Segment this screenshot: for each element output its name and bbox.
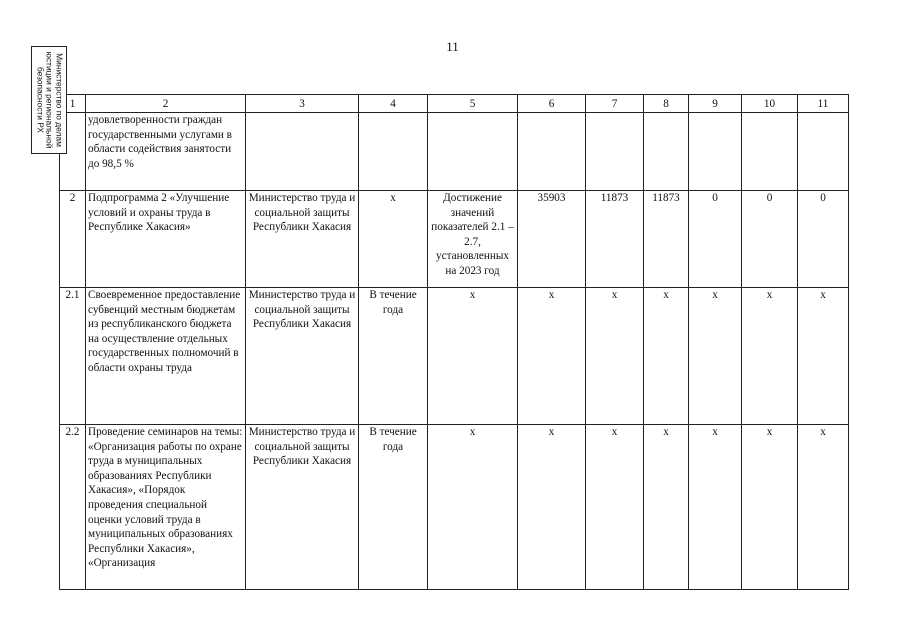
stamp-line-2: юстиции и региональной: [44, 51, 55, 149]
table-cell: Подпрограмма 2 «Улучшение условий и охраны труда в Республике Хакасия»: [86, 191, 246, 288]
table-cell: 11873: [586, 191, 644, 288]
header-cell: 2: [86, 95, 246, 113]
header-cell: 3: [246, 95, 359, 113]
table-cell: х: [586, 425, 644, 590]
table-cell: 11873: [644, 191, 689, 288]
header-cell: 11: [798, 95, 849, 113]
table-cell: [689, 113, 742, 191]
table-cell: х: [586, 288, 644, 425]
header-cell: 9: [689, 95, 742, 113]
table-cell: [518, 113, 586, 191]
header-cell: 6: [518, 95, 586, 113]
table-cell: х: [798, 288, 849, 425]
table-cell: х: [742, 425, 798, 590]
table-cell: [246, 113, 359, 191]
table-row: [60, 191, 849, 288]
table-cell: 2.1: [60, 288, 86, 425]
table-row: [60, 425, 849, 590]
table-cell: х: [518, 425, 586, 590]
table-cell: х: [359, 191, 428, 288]
table-cell: Достижение значений показателей 2.1 –2.7, установленных на 2023 год: [428, 191, 518, 288]
header-cell: 8: [644, 95, 689, 113]
registration-stamp: [31, 46, 67, 154]
table-cell: [644, 113, 689, 191]
table-cell: х: [689, 425, 742, 590]
table-header-row: [60, 95, 849, 113]
table-cell: [428, 113, 518, 191]
table-cell: В течение года: [359, 425, 428, 590]
table-cell: [586, 113, 644, 191]
table-cell: [359, 113, 428, 191]
plan-table: [59, 94, 849, 590]
table-cell: 35903: [518, 191, 586, 288]
stamp-text: [35, 48, 64, 152]
table-cell: В течение года: [359, 288, 428, 425]
stamp-line-1: Министерство по делам: [54, 53, 65, 147]
header-cell: 1: [60, 95, 86, 113]
table-row: [60, 113, 849, 191]
table-cell: х: [798, 425, 849, 590]
table-cell: х: [742, 288, 798, 425]
table-cell: х: [644, 425, 689, 590]
table-cell: [742, 113, 798, 191]
page-number: 11: [446, 39, 459, 54]
table-cell: х: [518, 288, 586, 425]
header-cell: 4: [359, 95, 428, 113]
table-cell: 0: [742, 191, 798, 288]
table-cell: Министерство труда и социальной защиты Республики Хакасия: [246, 191, 359, 288]
table-cell: 0: [798, 191, 849, 288]
table-cell: 2.2: [60, 425, 86, 590]
table-row: [60, 288, 849, 425]
table-cell: х: [428, 425, 518, 590]
table-cell: [798, 113, 849, 191]
header-cell: 5: [428, 95, 518, 113]
table-cell: 0: [689, 191, 742, 288]
header-cell: 7: [586, 95, 644, 113]
header-cell: 10: [742, 95, 798, 113]
table-cell: Своевременное предоставление субвенций местным бюджетам из республиканского бюджета на осуществление отдельных государственных полномочий в области охраны труда: [86, 288, 246, 425]
table-cell: Министерство труда и социальной защиты Республики Хакасия: [246, 288, 359, 425]
stamp-line-3: безопасности РХ: [35, 66, 46, 134]
table-cell: 2: [60, 191, 86, 288]
table-cell: Проведение семинаров на темы: «Организация работы по охране труда в муниципальных образованиях Республики Хакасия», «Порядок проведения специальной оценки условий труда в муниципальных образованиях Республики Хакасия», «Организация: [86, 425, 246, 590]
table-cell: удовлетворенности граждан государственными услугами в области содействия занятости до 98,5 %: [86, 113, 246, 191]
table-cell: х: [428, 288, 518, 425]
table-cell: х: [644, 288, 689, 425]
table-cell: Министерство труда и социальной защиты Республики Хакасия: [246, 425, 359, 590]
table-cell: х: [689, 288, 742, 425]
